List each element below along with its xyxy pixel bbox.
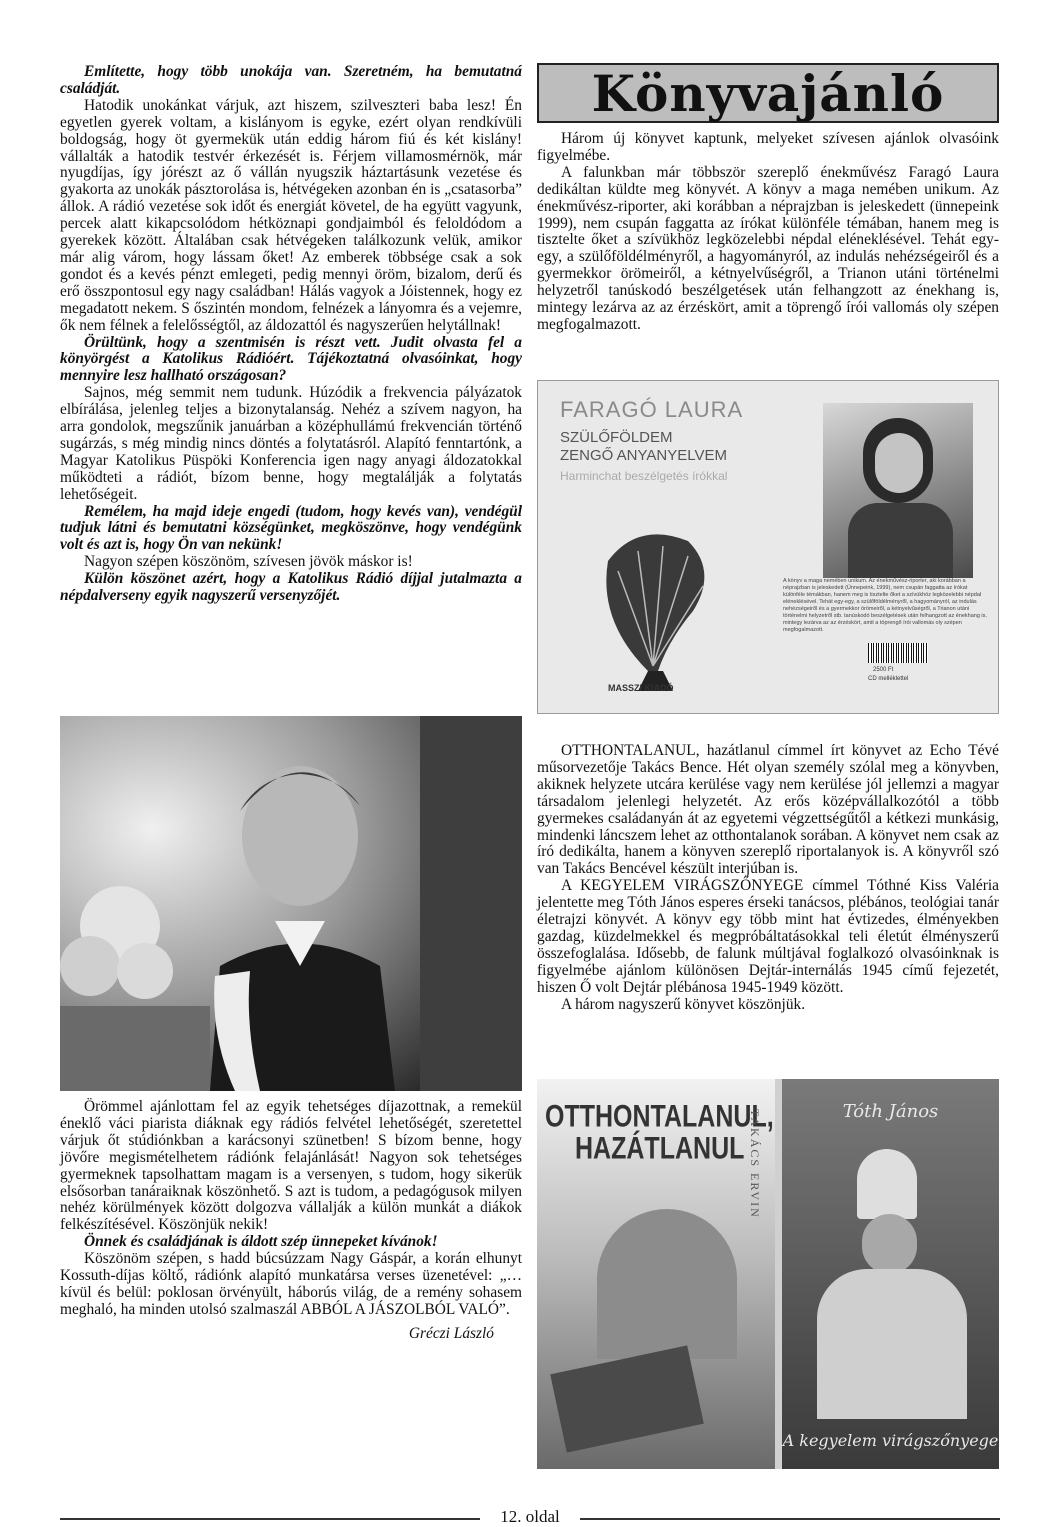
book3-author: Tóth János xyxy=(842,1101,939,1122)
book-review-continued xyxy=(537,743,999,1014)
boy-photo xyxy=(60,716,522,1091)
question: Külön köszönet azért, hogy a Katolikus Rádió díjjal jutalmazta a népdalverseny egyik nagyszerű versenyzőjét. xyxy=(60,570,522,605)
review-paragraph: A falunkban már többször szereplő énekművész Faragó Laura dedikáltan küldte meg könyvét. A könyv a maga nemében unikum. Az énekművész-riporter, aki korábban a néprajzban is jeleskedett (ünnepeink 1999), nem csupán faggatta az írókat különféle témában, hanem meg is tisztelte őket a szívükhöz legközelebbi népdal eléneklésével. Tehát egy-egy, a szülőföldélményről, a hagyományról, az indulás nehézségeiről és a gyermekkor örömeiről, a kétnyelvűségről, a Trianon utáni történelmi helyzetről tanúskodó beszélgetések után felhangzott az énekhang is, mintegy lezárva az az érzéskört, amit a töprengő írói vallomás oly szépen megfogalmazott. xyxy=(537,163,999,333)
footer-rule-right xyxy=(580,1518,1000,1520)
vestment-image xyxy=(817,1269,967,1419)
section-title-box xyxy=(537,63,999,123)
book2-spine-author: TAKÁCS ERVIN xyxy=(748,1109,762,1219)
book1-cd-note: CD melléklettel xyxy=(868,676,909,682)
question: Remélem, ha majd ideje engedi (tudom, hogy kevés van), vendégül tudjuk látni és bemutatni községünket, megköszönve, hogy vendégünk volt és azt is, hogy Ön van nekünk! xyxy=(60,502,522,554)
answer: Hatodik unokánkat várjuk, azt hiszem, szilveszteri baba lesz! Én egyetlen gyerek voltam, a kislányom is egyke, ezért olyan rendkívüli boldogság, hogy öt gyermekük után eddig három fiú és két kislány! vállalták a hatodik testvér érkezését is. Férjem villamosmérnök, már nyugdíjas, így jórészt az ő vállán nyugszik háztartásunk vezetése és gyakorta az unokák pásztorolása is, hétvégeken azonban én is „csatasorba” állok. A rádió vezetése sok időt és energiát követel, de ha együtt vagyunk, percek alatt kikapcsolódom hétköznapi gondjaimból és feloldódom a gyerekek között. Általában csak hétvégeken találkozunk velük, amikor már alig várom, hogy lássam őket! Az emberek többsége csak a sok gondot és a kevés pénzt emlegeti, pedig mennyi öröm, bizalom, derű és erő összpontosul egy nagy családban! Hálás vagyok a Jóistennek, hogy ez megadatott nekem. S őszintén mondom, felnézek a lányomra és a vejemre, ők nem félnek a felelősségtől, az áldozattól és nagyszerűen helytállnak! xyxy=(60,96,522,334)
answer: Nagyon szépen köszönöm, szívesen jövök máskor is! xyxy=(84,553,413,571)
answer: Köszönöm szépen, s hadd búcsúzzam Nagy Gáspár, a korán elhunyt Kossuth-díjas költő, rádiónk alapító munkatársa verses üzenetével: „… kívül és belül: poklosan örvényült, háborús világ, de a remény sohasem meghaló, ha minden utolsó szalmaszál ABBÓL A JÁSZOLBÓL VALÓ”. xyxy=(60,1250,522,1318)
book2-title-line1: OTTHONTALANUL, xyxy=(545,1099,774,1134)
left-article-column xyxy=(60,64,522,605)
author-portrait-photo xyxy=(823,403,973,578)
answer: Sajnos, még semmit nem tudunk. Húzódik a frekvencia pályázatok elbírálása, jelenleg teljes a bizonytalanság. Nehéz a szívem nagyon, ha arra gondolok, megszűnik januárban a középhullámú frekvencián történő sugárzás, s még mindig nincs döntés a folytatásról. Alapító fenntartónk, a Magyar Katolikus Püspöki Konferencia igen nagy anyagi áldozatokkal működteti a rádiót, bízom benne, hogy megtalálják a folytatás lehetőségeit. xyxy=(60,384,522,503)
answer: Örömmel ajánlottam fel az egyik tehetséges díjazottnak, a remekül éneklő váci piarista diáknak egy rádiós felvétel lehetőségét, szeretettel várjuk őt stúdiónkban a karácsonyi szünetben! S bízom benne, hogy jövőre megismételhetem rádiónk felajánlását! Nagyon sok tehetséges gyermeknek tapsolhattam magam is a versenyen, s tudom, hogy sikerük elsősorban tanáraiknak köszönhető. S azt is tudom, a pedagógusok milyen nehéz körülmények között dolgozva vállalják a külön munkát a diákok felkészítésével. Köszönjük nekik! xyxy=(60,1098,522,1234)
book-cover-kegyelem xyxy=(782,1079,999,1469)
barcode xyxy=(868,643,928,663)
section-title: Könyvajánló xyxy=(591,63,945,123)
book1-author: FARAGÓ LAURA xyxy=(560,397,744,422)
footer-rule-left xyxy=(60,1518,480,1520)
review-paragraph: A három nagyszerű könyvet köszönjük. xyxy=(561,995,806,1013)
paper-fan-sculpture-image xyxy=(578,501,728,701)
book2-title-line2: HAZÁTLANUL xyxy=(575,1131,745,1166)
priest-face-image xyxy=(862,1214,917,1274)
doorway-image xyxy=(597,1209,737,1359)
book1-publisher: MASSZI KIADÓ xyxy=(608,683,674,693)
closing-wish: Önnek és családjának is áldott szép ünnepeket kívánok! xyxy=(84,1233,438,1251)
book-covers-pair xyxy=(537,1079,999,1469)
mitre-image xyxy=(857,1149,917,1219)
question: Említette, hogy több unokája van. Szeretném, ha bemutatná családját. xyxy=(60,63,522,97)
cards-in-hand-image xyxy=(550,1345,704,1452)
question: Örültünk, hogy a szentmisén is részt vett. Judit olvasta fel a könyörgést a Katolikus Rádióért. Tájékoztatná olvasóinkat, hogy mennyire lesz hallható országosan? xyxy=(60,333,522,385)
review-paragraph: OTTHONTALANUL, hazátlanul címmel írt könyvet az Echo Tévé műsorvezetője Takács Bence. Hét olyan személy szólal meg a könyvben, akiknek helyzete utcára kerülése vagy nem kerülése jól jellemzi a magyar társadalom jelenlegi helyzetét. Az erős középvállalkozótól a több gyermekes családanyán át az egyetemi végzettségűtől a kétkezi munkásig, mindenki láncszem lehet az otthontalanok sorában. A könyvet nem csak az író dedikálta, hanem a könyven szereplő riportalanyok is. A könyvről szó van Takács Bencével készült interjúban is. xyxy=(537,742,999,878)
book-cover-otthontalanul xyxy=(537,1079,775,1469)
review-paragraph: A KEGYELEM VIRÁGSZŐNYEGE címmel Tóthné Kiss Valéria jelentette meg Tóth János esperes érseki tanácsos, plébános, teológiai tanár életrajzi könyvét. A könyv egy több mint hat évtizedes, élményekben gazdag, küzdelmekkel és megpróbáltatásokkal teli életút élményszerű összefoglalása. Idősebb, de falunk múltjával foglalkozó olvasóinknak is figyelmébe ajánlom különösen Dejtár-internálás 1945 című fejezetét, hiszen Ő volt Dejtár plébánosa 1945-1949 között. xyxy=(537,877,999,996)
book1-back-text: A könyv a maga nemében unikum. Az énekművész-riporter, aki korábban a néprajzban is jeleskedett (Ünnepeink, 1999), nem csupán faggatta az írókat különféle témákban, hanem meg is tisztelte őket a szívükhöz legközelebbi népdal eléneklésével. Tehát egy-egy, a szülőföldélményről, a hagyományról, az indulás nehézségeiről és a gyermekkor örömeiről, a kétnyelvűségről, a Trianon utáni történelmi helyzetről stb. tanúskodó beszélgetések után felhangzott az énekhang is, mintegy lezárva az az érzéskört, amit a töprengő írói vallomás oly szépen megfogalmazott. xyxy=(783,578,987,633)
book-cover-faragó-laura xyxy=(537,380,999,714)
left-article-column-continued xyxy=(60,1099,522,1343)
book1-title-line1: SZÜLŐFÖLDEM xyxy=(560,429,673,446)
book1-price: 2500 Ft xyxy=(873,667,894,673)
boy-photo-illustration xyxy=(60,716,522,1091)
book3-title: A kegyelem virágszőnyege xyxy=(782,1431,999,1450)
author-signature: Gréczi László xyxy=(408,1324,494,1342)
review-paragraph: Három új könyvet kaptunk, melyeket szívesen ajánlok olvasóink figyelmébe. xyxy=(537,130,999,164)
page-number: 12. oldal xyxy=(500,1507,560,1526)
book1-subtitle: Harminchat beszélgetés írókkal xyxy=(560,469,728,483)
book1-title-line2: ZENGŐ ANYANYELVEM xyxy=(560,447,727,464)
book-review-intro xyxy=(537,131,999,334)
